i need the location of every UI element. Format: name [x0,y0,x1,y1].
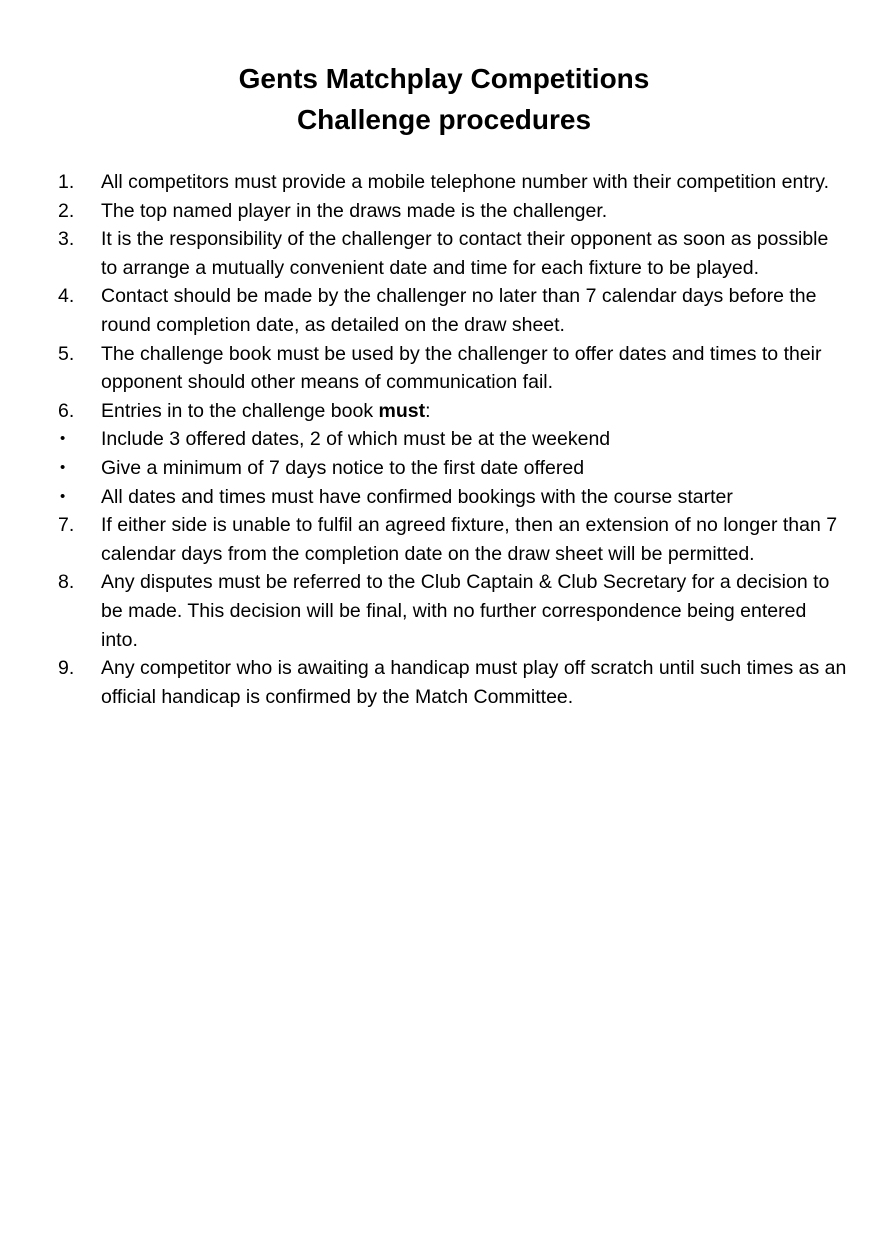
bullet-item-3 [58,483,848,512]
item-text: The challenge book must be used by the challenger to offer dates and times to their opponent should other means of communication fail. [101,342,822,394]
list-item-6 [58,397,848,426]
item-text: Any competitor who is awaiting a handicap must play off scratch until such times as an official handicap is confirmed by the Match Committee. [101,657,847,708]
title-line-1: Gents Matchplay Competitions [238,63,650,94]
list-item-2 [58,197,848,226]
item-text: All competitors must provide a mobile telephone number with their competition entry. [101,171,829,193]
item-text: Contact should be made by the challenger no later than 7 calendar days before the round completion date, as detailed on the draw sheet. [101,285,817,336]
item-text-after: : [425,399,431,422]
item-text: The top named player in the draws made is the challenger. [101,199,608,222]
item-number: 7. [58,514,75,537]
title-line-2: Challenge procedures [296,104,592,135]
item-text: Give a minimum of 7 days notice to the first date offered [101,456,585,479]
list-item-5 [58,340,848,397]
item-text [101,400,431,422]
bullet-item-2 [58,454,848,483]
item-number: 3. [58,228,75,251]
list-item-4 [58,282,848,339]
document-title [0,58,888,140]
item-text: Include 3 offered dates, 2 of which must be at the weekend [101,428,611,451]
bullet-icon: • [60,458,66,476]
bullet-icon: • [60,430,66,448]
list-item-3 [58,225,848,282]
item-number: 8. [58,571,75,594]
item-number: 9. [58,657,75,680]
item-number: 6. [58,399,75,422]
item-number: 2. [58,199,75,222]
item-number: 1. [58,171,75,193]
item-text-before: Entries in to the challenge book [101,399,379,422]
list-item-1 [58,168,848,197]
procedures-list [58,168,848,711]
list-item-8 [58,568,848,654]
list-item-7 [58,511,848,568]
item-text: It is the responsibility of the challenger to contact their opponent as soon as possible to arrange a mutually convenient date and time for each fixture to be played. [101,228,829,279]
bullet-icon: • [60,487,66,505]
item-number: 4. [58,285,75,308]
bullet-item-1 [58,425,848,454]
item-number: 5. [58,342,75,365]
list-item-9 [58,654,848,711]
item-text: Any disputes must be referred to the Club Captain & Club Secretary for a decision to be made. This decision will be final, with no further correspondence being entered into. [101,571,830,651]
item-text: If either side is unable to fulfil an agreed fixture, then an extension of no longer than 7 calendar days from the completion date on the draw sheet will be permitted. [101,514,838,565]
item-text: All dates and times must have confirmed bookings with the course starter [101,485,733,508]
item-text-emphasis: must [378,399,426,422]
